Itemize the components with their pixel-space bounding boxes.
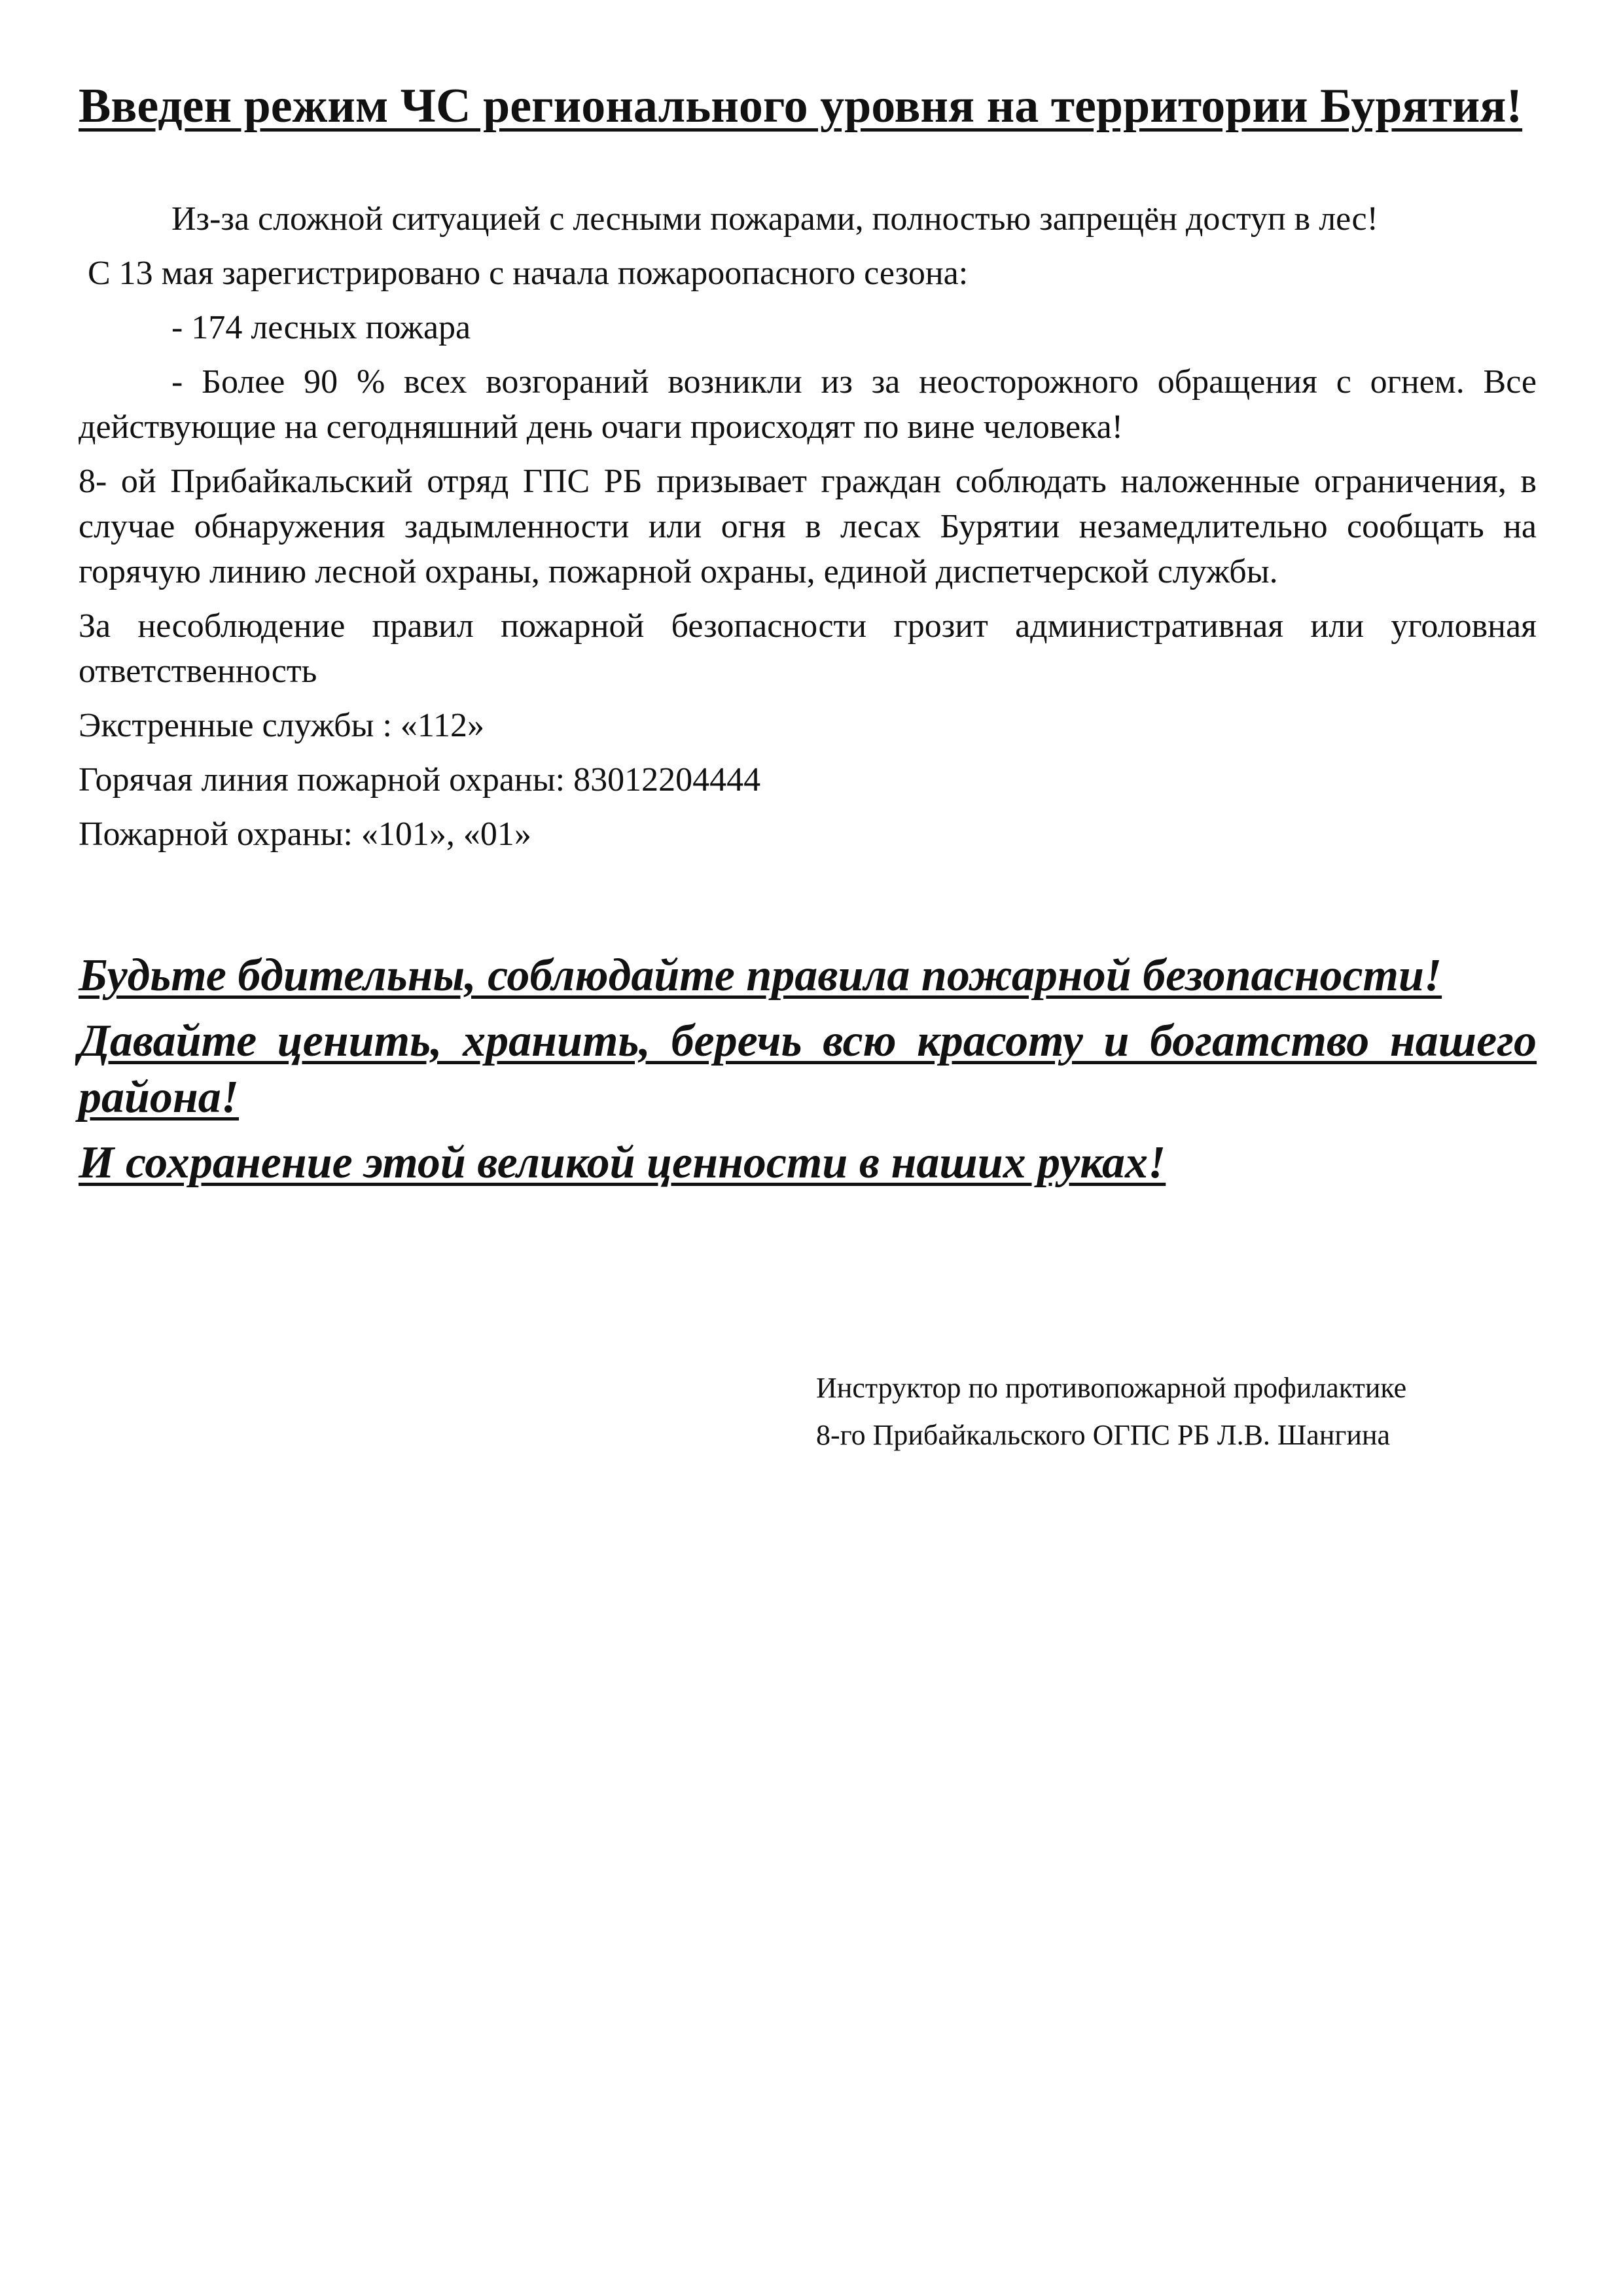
signature-organization: 8-го Прибайкальского ОГПС РБ Л.В. Шангина [816,1419,1391,1451]
appeal-responsibility: И сохранение этой великой ценности в наших руках! [79,1138,1166,1188]
paragraph-human-cause: - Более 90 % всех возгораний возникли из за неосторожного обращения с огнем. Все действующие на сегодняшний день очаги происходят по вине человека! [79,363,1537,446]
paragraph-liability: За несоблюдение правил пожарной безопасности грозит административная или уголовная ответственность [79,607,1537,690]
contact-emergency: Экстренные службы : «112» [79,707,484,744]
paragraph-fire-count: - 174 лесных пожара [171,309,471,346]
paragraph-season-stats: С 13 мая зарегистрировано с начала пожароопасного сезона: [88,255,969,292]
contact-hotline: Горячая линия пожарной охраны: 83012204444 [79,761,761,798]
signature-position: Инструктор по противопожарной профилактике [816,1372,1407,1404]
document-page [79,0,1537,2296]
document-title: Введен режим ЧС регионального уровня на территории Бурятия! [79,79,1523,133]
appeal-preserve: Давайте ценить, хранить, беречь всю красоту и богатство нашего района! [79,1016,1537,1122]
contact-fire-service: Пожарной охраны: «101», «01» [79,816,531,853]
appeals-block [79,948,1537,1200]
signature-block [816,1365,1536,1459]
document-body [79,196,1537,866]
paragraph-forest-ban: Из-за сложной ситуацией с лесными пожарами, полностью запрещён доступ в лес! [171,200,1378,238]
appeal-vigilance: Будьте бдительны, соблюдайте правила пожарной безопасности! [79,950,1442,1001]
paragraph-appeal-report: 8- ой Прибайкальский отряд ГПС РБ призывает граждан соблюдать наложенные ограничения, в случае обнаружения задымленности или огня в лесах Бурятии незамедлительно сообщать на горячую линию лесной охраны, пожарной охраны, единой диспетчерской службы. [79,463,1537,590]
